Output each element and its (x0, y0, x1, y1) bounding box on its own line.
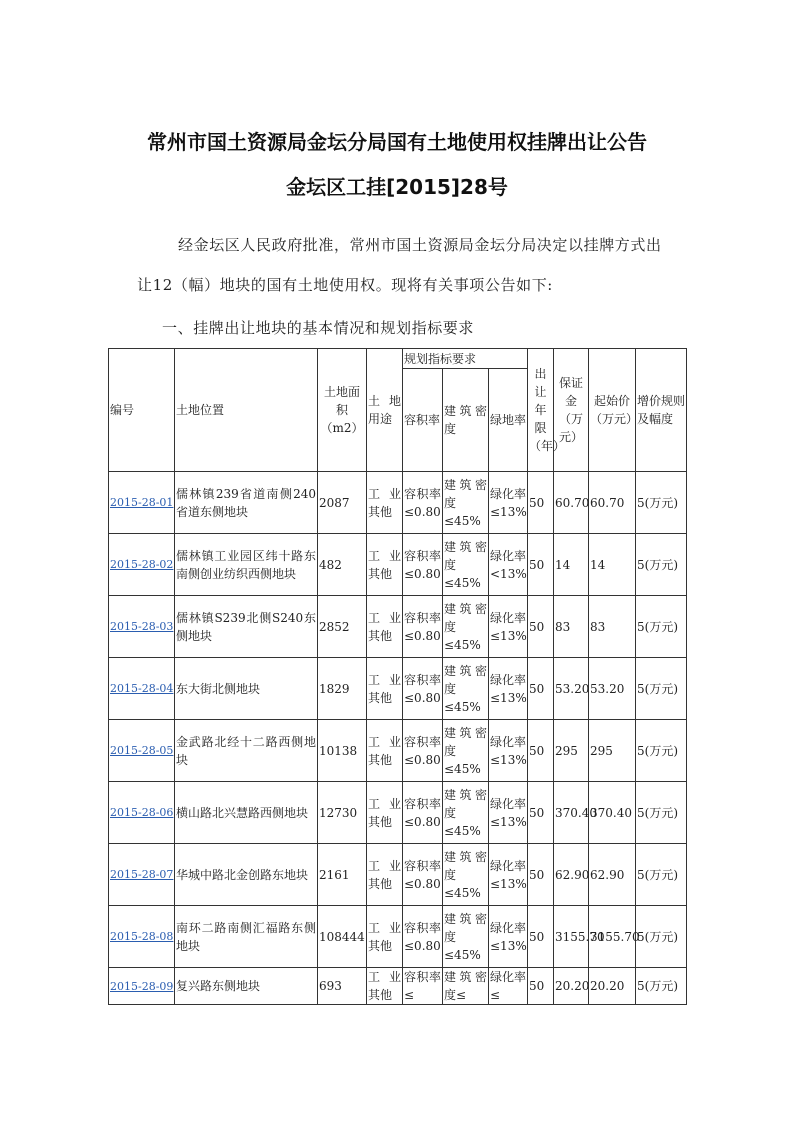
parcel-term: 50 (528, 720, 554, 782)
parcel-density: 建筑密度≤45% (443, 472, 489, 534)
parcel-increment: 5(万元) (636, 968, 687, 1005)
table-row (109, 472, 687, 534)
parcel-area: 482 (318, 534, 367, 596)
parcel-use: 工业其他 (367, 968, 403, 1005)
parcel-code-link[interactable]: 2015-28-04 (110, 682, 174, 695)
document-title: 常州市国土资源局金坛分局国有土地使用权挂牌出让公告 (147, 130, 647, 154)
parcel-density: 建筑密度≤45% (443, 534, 489, 596)
parcel-code-link[interactable]: 2015-28-09 (110, 979, 174, 993)
parcel-far: 容积率≤0.80 (403, 596, 443, 658)
parcel-area: 10138 (318, 720, 367, 782)
header-code: 编号 (109, 349, 175, 472)
header-far: 容积率 (403, 369, 443, 472)
intro-paragraph-line-2: 让12（幅）地块的国有土地使用权。现将有关事项公告如下: (137, 276, 553, 294)
parcel-location: 南环二路南侧汇福路东侧地块 (175, 906, 318, 968)
parcel-far: 容积率≤0.80 (403, 906, 443, 968)
parcel-deposit: 83 (554, 596, 589, 658)
parcel-code-cell (109, 720, 175, 782)
parcel-location: 东大街北侧地块 (175, 658, 318, 720)
intro-paragraph-line-1: 经金坛区人民政府批准，常州市国土资源局金坛分局决定以挂牌方式出 (178, 236, 662, 254)
parcel-code-link[interactable]: 2015-28-08 (110, 930, 174, 943)
parcel-code-cell (109, 534, 175, 596)
parcel-start-price: 60.70 (589, 472, 636, 534)
parcel-far: 容积率≤0.80 (403, 472, 443, 534)
parcel-density: 建筑密度≤45% (443, 658, 489, 720)
parcel-term: 50 (528, 844, 554, 906)
parcel-term: 50 (528, 596, 554, 658)
parcel-code-cell (109, 472, 175, 534)
parcel-area: 1829 (318, 658, 367, 720)
parcel-deposit: 295 (554, 720, 589, 782)
parcel-green: 绿化率≤ (489, 968, 528, 1005)
table-row (109, 658, 687, 720)
parcel-term: 50 (528, 968, 554, 1005)
parcel-green: 绿化率≤13% (489, 658, 528, 720)
header-area: 土地面积（m2） (318, 349, 367, 472)
parcel-deposit: 3155.70 (554, 906, 589, 968)
parcel-start-price: 14 (589, 534, 636, 596)
parcel-deposit: 20.20 (554, 968, 589, 1005)
parcel-location: 金武路北经十二路西侧地块 (175, 720, 318, 782)
table-row (109, 782, 687, 844)
parcel-use: 工业其他 (367, 534, 403, 596)
header-use: 土地用途 (367, 349, 403, 472)
header-location: 土地位置 (175, 349, 318, 472)
parcel-term: 50 (528, 472, 554, 534)
document-subtitle: 金坛区工挂[2015]28号 (286, 175, 508, 199)
parcel-increment: 5(万元) (636, 534, 687, 596)
table-row (109, 596, 687, 658)
table-row (109, 534, 687, 596)
parcel-use: 工业其他 (367, 906, 403, 968)
parcel-far: 容积率≤0.80 (403, 720, 443, 782)
parcel-location: 横山路北兴慧路西侧地块 (175, 782, 318, 844)
parcel-area: 2087 (318, 472, 367, 534)
parcel-code-cell (109, 596, 175, 658)
header-density: 建筑密度 (443, 369, 489, 472)
parcel-far: 容积率≤0.80 (403, 844, 443, 906)
parcel-use: 工业其他 (367, 658, 403, 720)
parcel-far: 容积率≤ (403, 968, 443, 1005)
parcel-density: 建筑密度≤45% (443, 906, 489, 968)
parcel-use: 工业其他 (367, 782, 403, 844)
parcel-code-link[interactable]: 2015-28-06 (110, 806, 174, 819)
header-planning-group: 规划指标要求 (403, 349, 528, 369)
parcel-start-price: 62.90 (589, 844, 636, 906)
parcel-green: 绿化率≤13% (489, 720, 528, 782)
header-deposit: 保证金（万元） (554, 349, 589, 472)
parcel-start-price: 20.20 (589, 968, 636, 1005)
parcel-increment: 5(万元) (636, 472, 687, 534)
parcel-code-link[interactable]: 2015-28-02 (110, 558, 174, 571)
parcel-code-cell (109, 782, 175, 844)
parcel-increment: 5(万元) (636, 720, 687, 782)
parcel-far: 容积率≤0.80 (403, 658, 443, 720)
parcel-location: 儒林镇239省道南侧240省道东侧地块 (175, 472, 318, 534)
parcel-green: 绿化率≤13% (489, 596, 528, 658)
parcel-location: 儒林镇工业园区纬十路东南侧创业纺织西侧地块 (175, 534, 318, 596)
parcel-term: 50 (528, 658, 554, 720)
parcel-area: 2852 (318, 596, 367, 658)
parcel-deposit: 53.20 (554, 658, 589, 720)
table-row (109, 968, 687, 1005)
table-row (109, 906, 687, 968)
parcel-location: 华城中路北金创路东地块 (175, 844, 318, 906)
parcel-increment: 5(万元) (636, 658, 687, 720)
parcel-start-price: 3155.70 (589, 906, 636, 968)
parcel-density: 建筑密度≤45% (443, 720, 489, 782)
section-heading: 一、挂牌出让地块的基本情况和规划指标要求 (162, 319, 475, 337)
parcel-code-cell (109, 658, 175, 720)
parcel-green: 绿化率≤13% (489, 844, 528, 906)
table-row (109, 720, 687, 782)
header-start-price: 起始价（万元） (589, 349, 636, 472)
parcel-term: 50 (528, 534, 554, 596)
parcel-location: 复兴路东侧地块 (175, 968, 318, 1005)
parcel-increment: 5(万元) (636, 906, 687, 968)
parcel-code-link[interactable]: 2015-28-03 (110, 620, 174, 633)
parcel-increment: 5(万元) (636, 596, 687, 658)
parcel-code-cell (109, 844, 175, 906)
parcel-density: 建筑密度≤45% (443, 596, 489, 658)
parcel-area: 108444 (318, 906, 367, 968)
parcel-green: 绿化率<13% (489, 534, 528, 596)
parcel-code-cell (109, 968, 175, 1005)
parcel-increment: 5(万元) (636, 782, 687, 844)
parcel-area: 12730 (318, 782, 367, 844)
parcel-use: 工业其他 (367, 472, 403, 534)
parcel-area: 693 (318, 968, 367, 1005)
parcel-use: 工业其他 (367, 720, 403, 782)
parcel-code-link[interactable]: 2015-28-07 (110, 868, 174, 881)
header-increment: 增价规则及幅度 (636, 349, 687, 472)
land-parcel-table (108, 348, 687, 1005)
parcel-green: 绿化率≤13% (489, 472, 528, 534)
parcel-far: 容积率≤0.80 (403, 782, 443, 844)
parcel-start-price: 295 (589, 720, 636, 782)
parcel-term: 50 (528, 782, 554, 844)
parcel-area: 2161 (318, 844, 367, 906)
parcel-density: 建筑密度≤45% (443, 782, 489, 844)
parcel-use: 工业其他 (367, 844, 403, 906)
parcel-code-cell (109, 906, 175, 968)
parcel-deposit: 60.70 (554, 472, 589, 534)
parcel-start-price: 370.40 (589, 782, 636, 844)
header-term: 出让年限（年） (528, 349, 554, 472)
parcel-code-link[interactable]: 2015-28-05 (110, 744, 174, 757)
header-green: 绿地率 (489, 369, 528, 472)
parcel-deposit: 62.90 (554, 844, 589, 906)
parcel-deposit: 370.40 (554, 782, 589, 844)
parcel-far: 容积率≤0.80 (403, 534, 443, 596)
parcel-code-link[interactable]: 2015-28-01 (110, 496, 174, 509)
parcel-green: 绿化率≤13% (489, 782, 528, 844)
parcel-green: 绿化率≤13% (489, 906, 528, 968)
table-row (109, 844, 687, 906)
parcel-deposit: 14 (554, 534, 589, 596)
parcel-start-price: 83 (589, 596, 636, 658)
parcel-use: 工业其他 (367, 596, 403, 658)
parcel-increment: 5(万元) (636, 844, 687, 906)
parcel-term: 50 (528, 906, 554, 968)
parcel-density: 建筑密度≤ (443, 968, 489, 1005)
parcel-density: 建筑密度≤45% (443, 844, 489, 906)
parcel-location: 儒林镇S239北侧S240东侧地块 (175, 596, 318, 658)
parcel-start-price: 53.20 (589, 658, 636, 720)
